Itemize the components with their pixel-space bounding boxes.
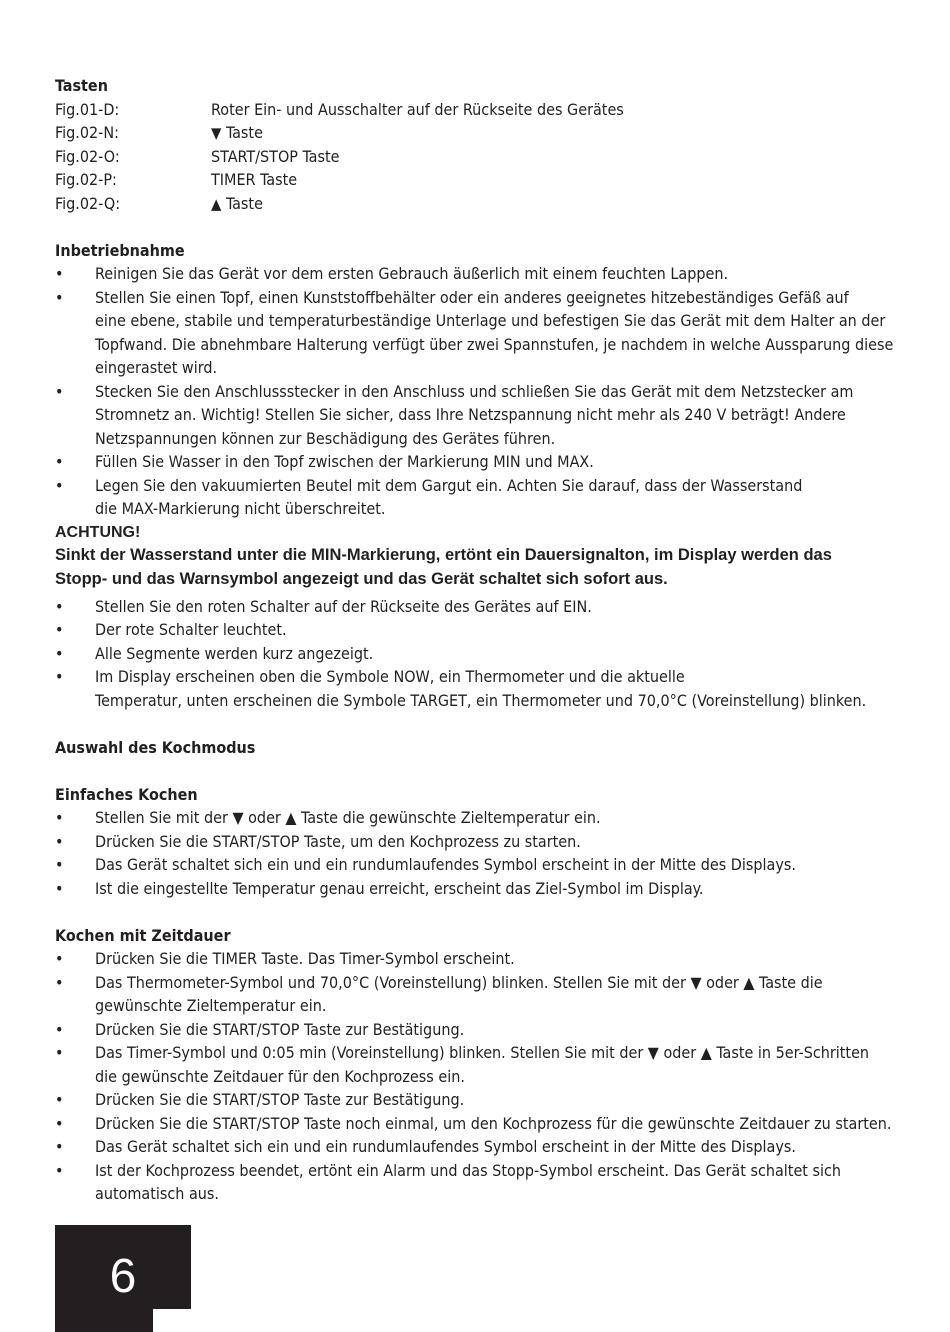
tasten-row: [55, 168, 895, 192]
list-item-line: Füllen Sie Wasser in den Topf zwischen der Markierung MIN und MAX.: [95, 452, 594, 471]
bullet-icon: •: [55, 620, 64, 639]
list-item-line: Drücken Sie die START/STOP Taste zur Bestätigung.: [95, 1019, 465, 1039]
list-item: [55, 830, 895, 854]
list-item-line: Stecken Sie den Anschlussstecker in den Anschluss und schließen Sie das Gerät mit dem Netzstecker am: [95, 381, 854, 401]
list-item-line: Stellen Sie den roten Schalter auf der Rückseite des Gerätes auf EIN.: [95, 596, 592, 616]
bullet-icon: •: [55, 1137, 64, 1156]
list-item: [55, 806, 895, 830]
arrow-up-icon: ▲: [211, 194, 222, 213]
list-item-line: Das Thermometer-Symbol und 70,0°C (Voreinstellung) blinken. Stellen Sie mit der ▼ oder ▲ Taste die: [95, 972, 823, 992]
list-item: [55, 1112, 895, 1136]
bullet-icon: •: [55, 475, 64, 495]
bullet-icon: •: [55, 1043, 64, 1062]
list-item: [55, 642, 895, 666]
list-item: [55, 380, 895, 451]
warning-line: Stopp- und das Warnsymbol angezeigt und das Gerät schaltet sich sofort aus.: [55, 569, 668, 588]
list-item-line: Ist der Kochprozess beendet, ertönt ein Alarm und das Stopp-Symbol erscheint. Das Gerät schaltet sich: [95, 1160, 842, 1180]
fig-label: Fig.02-Q:: [55, 193, 121, 213]
list-item-line: Legen Sie den vakuumierten Beutel mit dem Gargut ein. Achten Sie darauf, dass der Wasserstand: [95, 475, 803, 495]
bullet-icon: •: [55, 949, 64, 968]
section-heading: Tasten: [55, 76, 108, 95]
tasten-row: [55, 145, 895, 169]
list-item-line: Das Gerät schaltet sich ein und ein rundumlaufendes Symbol erscheint in der Mitte des Displays.: [95, 855, 796, 874]
list-item-line: die MAX-Markierung nicht überschreitet.: [95, 499, 386, 518]
bullet-icon: •: [55, 667, 64, 686]
bullet-icon: •: [55, 643, 64, 663]
warning-text: [55, 543, 895, 591]
list-item-line: Der rote Schalter leuchtet.: [95, 620, 287, 639]
bullet-list: [55, 947, 895, 1206]
arrow-down-icon: ▼: [211, 124, 222, 142]
bullet-list: [55, 806, 895, 900]
bullet-icon: •: [55, 831, 64, 851]
fig-description: START/STOP Taste: [211, 146, 340, 166]
list-item: [55, 286, 895, 380]
bullet-icon: •: [55, 452, 64, 471]
section-kochen-mit-zeitdauer: [55, 924, 895, 1206]
list-item-line: Alle Segmente werden kurz angezeigt.: [95, 643, 374, 663]
section-inbetriebnahme: [55, 239, 895, 713]
fig-label: Fig.02-N:: [55, 123, 119, 142]
list-item-line: Temperatur, unten erscheinen die Symbole TARGET, ein Thermometer und 70,0°C (Voreinstellung) blinken.: [95, 690, 867, 710]
list-item-line: Ist die eingestellte Temperatur genau erreicht, erscheint das Ziel-Symbol im Display.: [95, 878, 704, 898]
list-item-line: Das Gerät schaltet sich ein und ein rundumlaufendes Symbol erscheint in der Mitte des Displays.: [95, 1137, 796, 1156]
fig-label: Fig.02-O:: [55, 146, 120, 166]
bullet-list: [55, 262, 895, 521]
section-heading-kochmodus: Auswahl des Kochmodus: [55, 737, 256, 757]
section-heading: Kochen mit Zeitdauer: [55, 925, 231, 945]
list-item: [55, 618, 895, 642]
list-item-line: Stellen Sie mit der ▼ oder ▲ Taste die gewünschte Zieltemperatur ein.: [95, 808, 601, 827]
list-item-line: automatisch aus.: [95, 1184, 219, 1203]
bullet-list: [55, 595, 895, 713]
list-item-line: gewünschte Zieltemperatur ein.: [95, 996, 327, 1015]
page-number-box: [55, 1225, 191, 1332]
manual-page: [55, 74, 895, 1206]
tasten-row: [55, 192, 895, 216]
fig-description: Taste: [221, 193, 263, 213]
list-item-line: Drücken Sie die START/STOP Taste zur Bestätigung.: [95, 1090, 465, 1109]
list-item-line: Drücken Sie die START/STOP Taste, um den Kochprozess zu starten.: [95, 831, 581, 851]
bullet-icon: •: [55, 808, 64, 827]
page-number: 6: [109, 1250, 137, 1303]
section-heading: Inbetriebnahme: [55, 240, 185, 260]
list-item-line: eingerastet wird.: [95, 358, 218, 377]
bullet-icon: •: [55, 1160, 64, 1180]
bullet-icon: •: [55, 855, 64, 874]
list-item: [55, 947, 895, 971]
list-item-line: Das Timer-Symbol und 0:05 min (Voreinstellung) blinken. Stellen Sie mit der ▼ oder ▲ Taste in 5er-Schritten: [95, 1043, 870, 1062]
bullet-icon: •: [55, 1019, 64, 1039]
bullet-icon: •: [55, 287, 64, 307]
list-item-line: Drücken Sie die TIMER Taste. Das Timer-Symbol erscheint.: [95, 949, 515, 968]
page-tab-notch: [153, 1309, 191, 1332]
list-item-line: eine ebene, stabile und temperaturbeständige Unterlage und befestigen Sie das Gerät mit dem Halter an der: [95, 311, 886, 330]
list-item-line: Drücken Sie die START/STOP Taste noch einmal, um den Kochprozess für die gewünschte Zeitdauer zu starten.: [95, 1113, 892, 1133]
list-item-line: Topfwand. Die abnehmbare Halterung verfügt über zwei Spannstufen, je nachdem in welche Aussparung diese: [95, 334, 894, 354]
list-item: [55, 1018, 895, 1042]
list-item: [55, 595, 895, 619]
list-item: [55, 971, 895, 1018]
list-item: [55, 1041, 895, 1088]
bullet-icon: •: [55, 878, 64, 898]
fig-description: TIMER Taste: [211, 170, 298, 189]
section-heading: Einfaches Kochen: [55, 784, 198, 804]
list-item-line: Im Display erscheinen oben die Symbole NOW, ein Thermometer und die aktuelle: [95, 667, 685, 686]
section-tasten: [55, 74, 895, 215]
fig-description: Roter Ein- und Ausschalter auf der Rückseite des Gerätes: [211, 99, 624, 119]
bullet-icon: •: [55, 596, 64, 616]
list-item-line: Stellen Sie einen Topf, einen Kunststoffbehälter oder ein anderes geeignetes hitzebeständiges Gefäß auf: [95, 287, 849, 307]
list-item: [55, 1159, 895, 1206]
list-item: [55, 474, 895, 521]
list-item: [55, 877, 895, 901]
bullet-icon: •: [55, 381, 64, 401]
list-item-line: Netzspannungen können zur Beschädigung des Gerätes führen.: [95, 428, 556, 448]
list-item-line: Stromnetz an. Wichtig! Stellen Sie sicher, dass Ihre Netzspannung nicht mehr als 240 V beträgt! Andere: [95, 405, 846, 424]
list-item: [55, 262, 895, 286]
fig-label: Fig.02-P:: [55, 170, 117, 189]
warning-title: ACHTUNG!: [55, 523, 141, 541]
list-item: [55, 665, 895, 712]
list-item: [55, 1135, 895, 1159]
tasten-row: [55, 121, 895, 145]
bullet-icon: •: [55, 1113, 64, 1133]
bullet-icon: •: [55, 264, 64, 283]
tasten-row: [55, 98, 895, 122]
list-item-line: Reinigen Sie das Gerät vor dem ersten Gebrauch äußerlich mit einem feuchten Lappen.: [95, 264, 729, 283]
fig-label: Fig.01-D:: [55, 99, 120, 119]
bullet-icon: •: [55, 1090, 64, 1109]
list-item: [55, 1088, 895, 1112]
list-item-line: die gewünschte Zeitdauer für den Kochprozess ein.: [95, 1066, 465, 1086]
bullet-icon: •: [55, 972, 64, 992]
warning-line: Sinkt der Wasserstand unter die MIN-Markierung, ertönt ein Dauersignalton, im Display werden das: [55, 545, 832, 564]
list-item: [55, 450, 895, 474]
section-einfaches-kochen: [55, 783, 895, 901]
list-item: [55, 853, 895, 877]
fig-description: Taste: [221, 123, 263, 142]
